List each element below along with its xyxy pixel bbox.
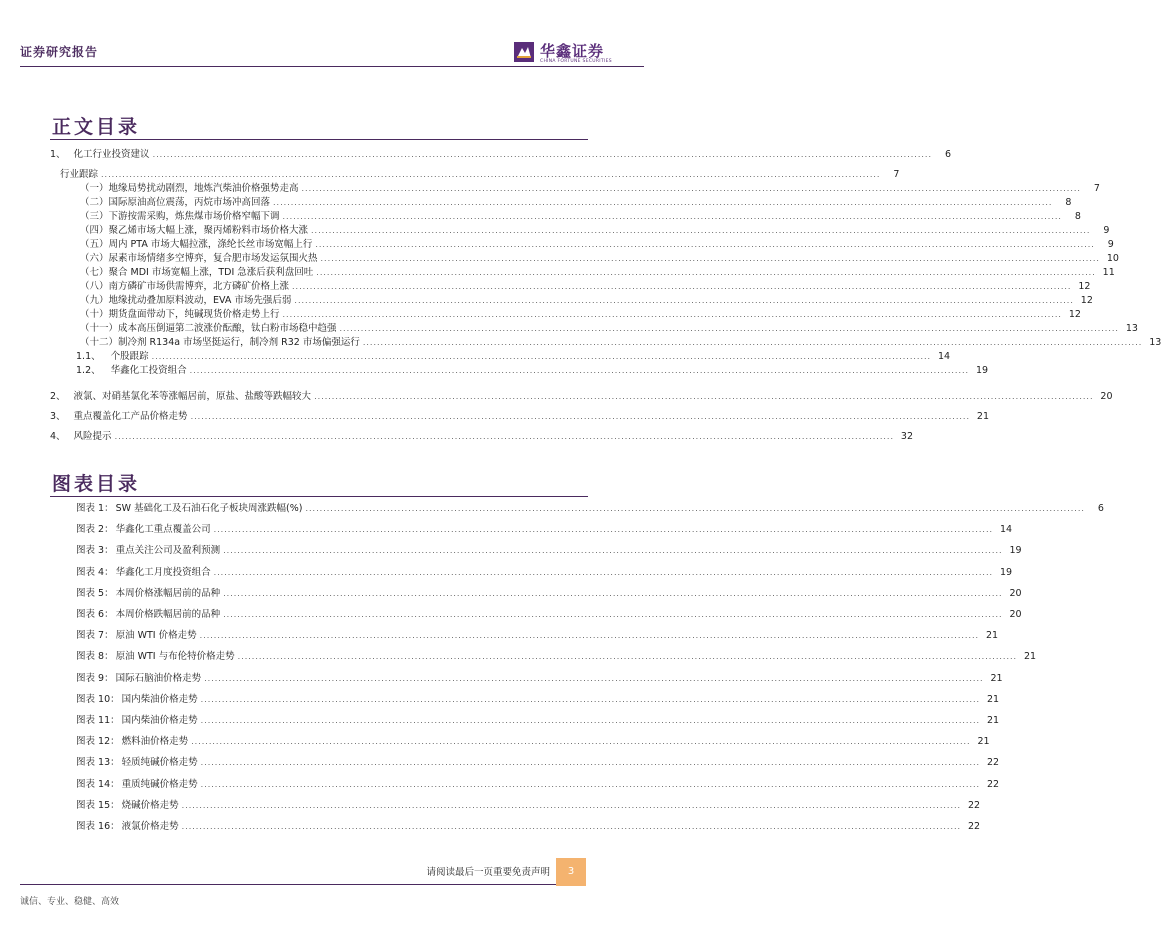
entry-page-number: 22	[986, 778, 1000, 790]
entry-page-number: 21	[977, 736, 990, 748]
entry-text: 重点覆盖化工产品价格走势	[73, 411, 188, 422]
toc-entry[interactable]	[60, 168, 900, 181]
entry-page-number: 21	[1023, 651, 1037, 663]
entry-text: 本周价格跌幅居前的品种	[115, 609, 221, 620]
disclaimer-note: 请阅读最后一页重要免责声明	[426, 867, 550, 878]
entry-text: 重质纯碱价格走势	[121, 778, 198, 790]
dot-leader: ............................................................................................................................................................................................................................	[151, 352, 932, 361]
entry-page-number: 13	[1125, 323, 1138, 334]
entry-text: 燃料油价格走势	[121, 736, 189, 748]
entry-number: 4、	[50, 431, 66, 442]
toc-entry[interactable]	[76, 714, 1000, 727]
toc-entry[interactable]	[80, 182, 1100, 195]
toc-entry[interactable]	[80, 280, 1091, 293]
entry-number: 图表 3：	[76, 545, 114, 557]
dot-leader: ............................................................................................................................................................................................................................	[339, 324, 1119, 333]
entry-text: （十）期货盘面带动下，纯碱现货价格走势上行	[80, 309, 280, 320]
entry-page-number: 32	[900, 431, 914, 442]
entry-text: 国内柴油价格走势	[121, 715, 198, 726]
entry-number: 1、	[50, 149, 66, 160]
dot-leader: ............................................................................................................................................................................................................................	[200, 779, 981, 789]
entry-page-number: 20	[1009, 609, 1022, 620]
toc-entry[interactable]	[80, 322, 1138, 335]
entry-text: （二）国际原油高位震荡，丙烷市场冲高回落	[80, 197, 271, 208]
entry-text: 华鑫化工重点覆盖公司	[115, 524, 211, 536]
toc-entry[interactable]	[76, 566, 1013, 579]
page-number-badge: 3	[556, 858, 586, 886]
report-type-label: 证券研究报告	[20, 45, 99, 59]
entry-text: 华鑫化工投资组合	[110, 365, 187, 376]
brand-name-cn: 华鑫证券	[540, 42, 605, 60]
footer-divider	[20, 884, 556, 885]
dot-leader: ............................................................................................................................................................................................................................	[204, 673, 984, 683]
entry-page-number: 8	[1065, 197, 1072, 208]
toc-entry[interactable]	[50, 390, 1113, 403]
toc-entry[interactable]	[80, 294, 1093, 307]
entry-text: 原油 WTI 与布伦特价格走势	[115, 651, 235, 663]
entry-number: 图表 13：	[76, 757, 120, 769]
dot-leader: ............................................................................................................................................................................................................................	[190, 412, 971, 421]
toc-entry[interactable]	[76, 544, 1022, 557]
toc-title: 正文目录	[52, 116, 141, 138]
entry-page-number: 10	[1106, 253, 1119, 264]
dot-leader: ............................................................................................................................................................................................................................	[189, 366, 970, 375]
dot-leader: ............................................................................................................................................................................................................................	[181, 800, 962, 810]
entry-number: 图表 14：	[76, 778, 120, 790]
entry-page-number: 19	[1009, 545, 1022, 557]
dot-leader: ............................................................................................................................................................................................................................	[200, 716, 981, 725]
entry-text: 轻质纯碱价格走势	[121, 757, 198, 769]
brand-name-en: CHINA FORTUNE SECURITIES	[540, 59, 612, 64]
dot-leader: ............................................................................................................................................................................................................................	[292, 282, 1072, 291]
entry-number: 图表 4：	[76, 566, 114, 578]
entry-page-number: 22	[967, 821, 981, 832]
dot-leader: ............................................................................................................................................................................................................................	[213, 525, 994, 535]
brand-mark-icon	[514, 42, 534, 62]
entry-page-number: 8	[1074, 211, 1081, 222]
entry-text: 液氯价格走势	[121, 821, 179, 832]
entry-text: （九）地缘扰动叠加原料波动，EVA 市场先强后弱	[80, 295, 292, 306]
entry-text: （一）地缘局势扰动剧烈，地炼汽柴油价格强势走高	[80, 183, 299, 194]
entry-number: 图表 6：	[76, 609, 114, 620]
entry-page-number: 22	[967, 799, 981, 811]
dot-leader: ............................................................................................................................................................................................................................	[114, 432, 895, 441]
dot-leader: ............................................................................................................................................................................................................................	[316, 268, 1096, 277]
toc-entry[interactable]	[80, 266, 1115, 279]
toc-title-divider	[50, 139, 588, 140]
entry-page-number: 19	[999, 566, 1013, 578]
toc-entry[interactable]	[80, 238, 1114, 251]
toc-entry[interactable]	[76, 672, 1003, 685]
dot-leader: ............................................................................................................................................................................................................................	[320, 254, 1100, 263]
dot-leader: ............................................................................................................................................................................................................................	[200, 694, 981, 704]
entry-text: 本周价格涨幅居前的品种	[115, 587, 221, 599]
entry-text: （四）聚乙烯市场大幅上涨，聚丙烯粉料市场价格大涨	[80, 225, 309, 236]
toc-entry[interactable]	[50, 430, 914, 443]
entry-page-number: 7	[1093, 183, 1100, 194]
dot-leader: ............................................................................................................................................................................................................................	[237, 652, 1018, 662]
entry-text: 风险提示	[73, 431, 112, 442]
toc-entry[interactable]	[80, 196, 1072, 209]
figures-title: 图表目录	[52, 473, 141, 495]
dot-leader: ............................................................................................................................................................................................................................	[213, 567, 994, 577]
dot-leader: ............................................................................................................................................................................................................................	[282, 310, 1062, 319]
toc-entry[interactable]	[76, 650, 1037, 663]
toc-entry[interactable]	[80, 308, 1081, 321]
dot-leader: ............................................................................................................................................................................................................................	[315, 240, 1095, 249]
entry-number: 1.2、	[76, 365, 101, 376]
entry-page-number: 12	[1078, 281, 1091, 292]
entry-text: 个股跟踪	[110, 351, 149, 362]
entry-page-number: 7	[893, 169, 900, 180]
entry-text: 烧碱价格走势	[121, 799, 179, 811]
toc-entry[interactable]	[76, 350, 951, 363]
dot-leader: ............................................................................................................................................................................................................................	[314, 392, 1094, 401]
dot-leader: ............................................................................................................................................................................................................................	[301, 184, 1081, 193]
entry-number: 3、	[50, 411, 66, 422]
toc-entry[interactable]	[76, 523, 1013, 536]
entry-page-number: 9	[1107, 239, 1114, 250]
entry-number: 图表 11：	[76, 715, 120, 726]
entry-page-number: 19	[975, 365, 989, 376]
header-divider	[20, 66, 644, 67]
entry-page-number: 13	[1149, 337, 1161, 348]
entry-page-number: 22	[986, 757, 1000, 769]
entry-text: 国内柴油价格走势	[121, 693, 198, 705]
entry-number: 图表 15：	[76, 799, 120, 811]
entry-number: 1.1、	[76, 351, 101, 362]
entry-number: 图表 9：	[76, 672, 114, 684]
entry-number: 图表 1：	[76, 503, 114, 514]
dot-leader: ............................................................................................................................................................................................................................	[191, 737, 971, 747]
entry-page-number: 21	[985, 630, 999, 642]
entry-number: 图表 16：	[76, 821, 120, 832]
entry-text: 液氯、对硝基氯化苯等涨幅居前，原盐、盐酸等跌幅较大	[73, 391, 312, 402]
entry-text: （八）南方磷矿市场供需博弈，北方磷矿价格上涨	[80, 281, 290, 292]
entry-number: 图表 7：	[76, 630, 114, 642]
toc-entry[interactable]	[76, 629, 999, 642]
dot-leader: ............................................................................................................................................................................................................................	[200, 758, 981, 768]
entry-text: 化工行业投资建议	[73, 149, 150, 160]
toc-entry[interactable]	[76, 799, 981, 812]
entry-text: 行业跟踪	[60, 169, 99, 180]
entry-page-number: 12	[1080, 295, 1093, 306]
company-motto: 诚信、专业、稳健、高效	[20, 897, 120, 907]
toc-entry[interactable]	[76, 820, 981, 833]
dot-leader: ............................................................................................................................................................................................................................	[223, 610, 1003, 619]
entry-text: （五）周内 PTA 市场大幅拉涨，涤纶长丝市场宽幅上行	[80, 239, 313, 250]
entry-number: 图表 8：	[76, 651, 114, 663]
entry-page-number: 14	[999, 524, 1013, 536]
entry-page-number: 6	[944, 149, 952, 160]
entry-page-number: 12	[1068, 309, 1081, 320]
toc-entry[interactable]	[80, 252, 1119, 265]
toc-entry[interactable]	[76, 756, 1000, 769]
dot-leader: ............................................................................................................................................................................................................................	[101, 170, 881, 179]
entry-text: （十一）成本高压倒逼第二波涨价酝酿，钛白粉市场稳中趋强	[80, 323, 337, 334]
entry-page-number: 6	[1097, 503, 1104, 514]
dot-leader: ............................................................................................................................................................................................................................	[282, 212, 1062, 221]
entry-page-number: 20	[1100, 391, 1113, 402]
toc-entry[interactable]	[76, 778, 1000, 791]
toc-entry[interactable]	[76, 364, 989, 377]
figures-title-divider	[50, 496, 588, 497]
toc-entry[interactable]	[76, 608, 1022, 621]
entry-page-number: 9	[1103, 225, 1110, 236]
toc-entry[interactable]	[76, 693, 1000, 706]
entry-text: （七）聚合 MDI 市场宽幅上涨，TDI 急涨后获利盘回吐	[80, 267, 314, 278]
toc-entry[interactable]	[80, 210, 1081, 223]
entry-page-number: 14	[937, 351, 951, 362]
dot-leader: ............................................................................................................................................................................................................................	[362, 338, 1143, 347]
dot-leader: ............................................................................................................................................................................................................................	[199, 631, 980, 641]
dot-leader: ............................................................................................................................................................................................................................	[273, 198, 1053, 207]
dot-leader: ............................................................................................................................................................................................................................	[223, 588, 1003, 598]
toc-entry[interactable]	[50, 410, 990, 423]
entry-text: （十二）制冷剂 R134a 市场坚挺运行，制冷剂 R32 市场偏强运行	[80, 337, 360, 348]
dot-leader: ............................................................................................................................................................................................................................	[305, 504, 1085, 513]
entry-text: SW 基础化工及石油石化子板块周涨跌幅(%)	[115, 503, 303, 514]
toc-entry[interactable]	[76, 735, 990, 748]
entry-page-number: 21	[990, 672, 1003, 684]
entry-text: 原油 WTI 价格走势	[115, 630, 197, 642]
entry-page-number: 21	[986, 715, 1000, 726]
toc-entry[interactable]	[76, 502, 1104, 515]
entry-page-number: 21	[986, 693, 1000, 705]
entry-text: （三）下游按需采购，炼焦煤市场价格窄幅下调	[80, 211, 280, 222]
entry-number: 图表 12：	[76, 736, 120, 748]
toc-entry[interactable]	[80, 224, 1110, 237]
entry-text: 重点关注公司及盈利预测	[115, 545, 221, 557]
entry-number: 图表 2：	[76, 524, 114, 536]
entry-text: （六）尿素市场情绪多空博弈，复合肥市场发运氛围火热	[80, 253, 318, 264]
entry-page-number: 21	[976, 411, 990, 422]
entry-page-number: 11	[1102, 267, 1115, 278]
entry-text: 国际石脑油价格走势	[115, 672, 202, 684]
entry-text: 华鑫化工月度投资组合	[115, 566, 211, 578]
dot-leader: ............................................................................................................................................................................................................................	[152, 150, 933, 159]
entry-number: 2、	[50, 391, 66, 402]
dot-leader: ............................................................................................................................................................................................................................	[311, 226, 1091, 235]
dot-leader: ............................................................................................................................................................................................................................	[294, 296, 1074, 305]
entry-number: 图表 5：	[76, 587, 114, 599]
dot-leader: ............................................................................................................................................................................................................................	[181, 822, 962, 831]
dot-leader: ............................................................................................................................................................................................................................	[223, 546, 1003, 556]
toc-entry[interactable]	[76, 587, 1022, 600]
entry-page-number: 20	[1009, 587, 1022, 599]
toc-entry[interactable]	[80, 336, 1161, 349]
entry-number: 图表 10：	[76, 693, 120, 705]
toc-entry[interactable]	[50, 148, 952, 161]
